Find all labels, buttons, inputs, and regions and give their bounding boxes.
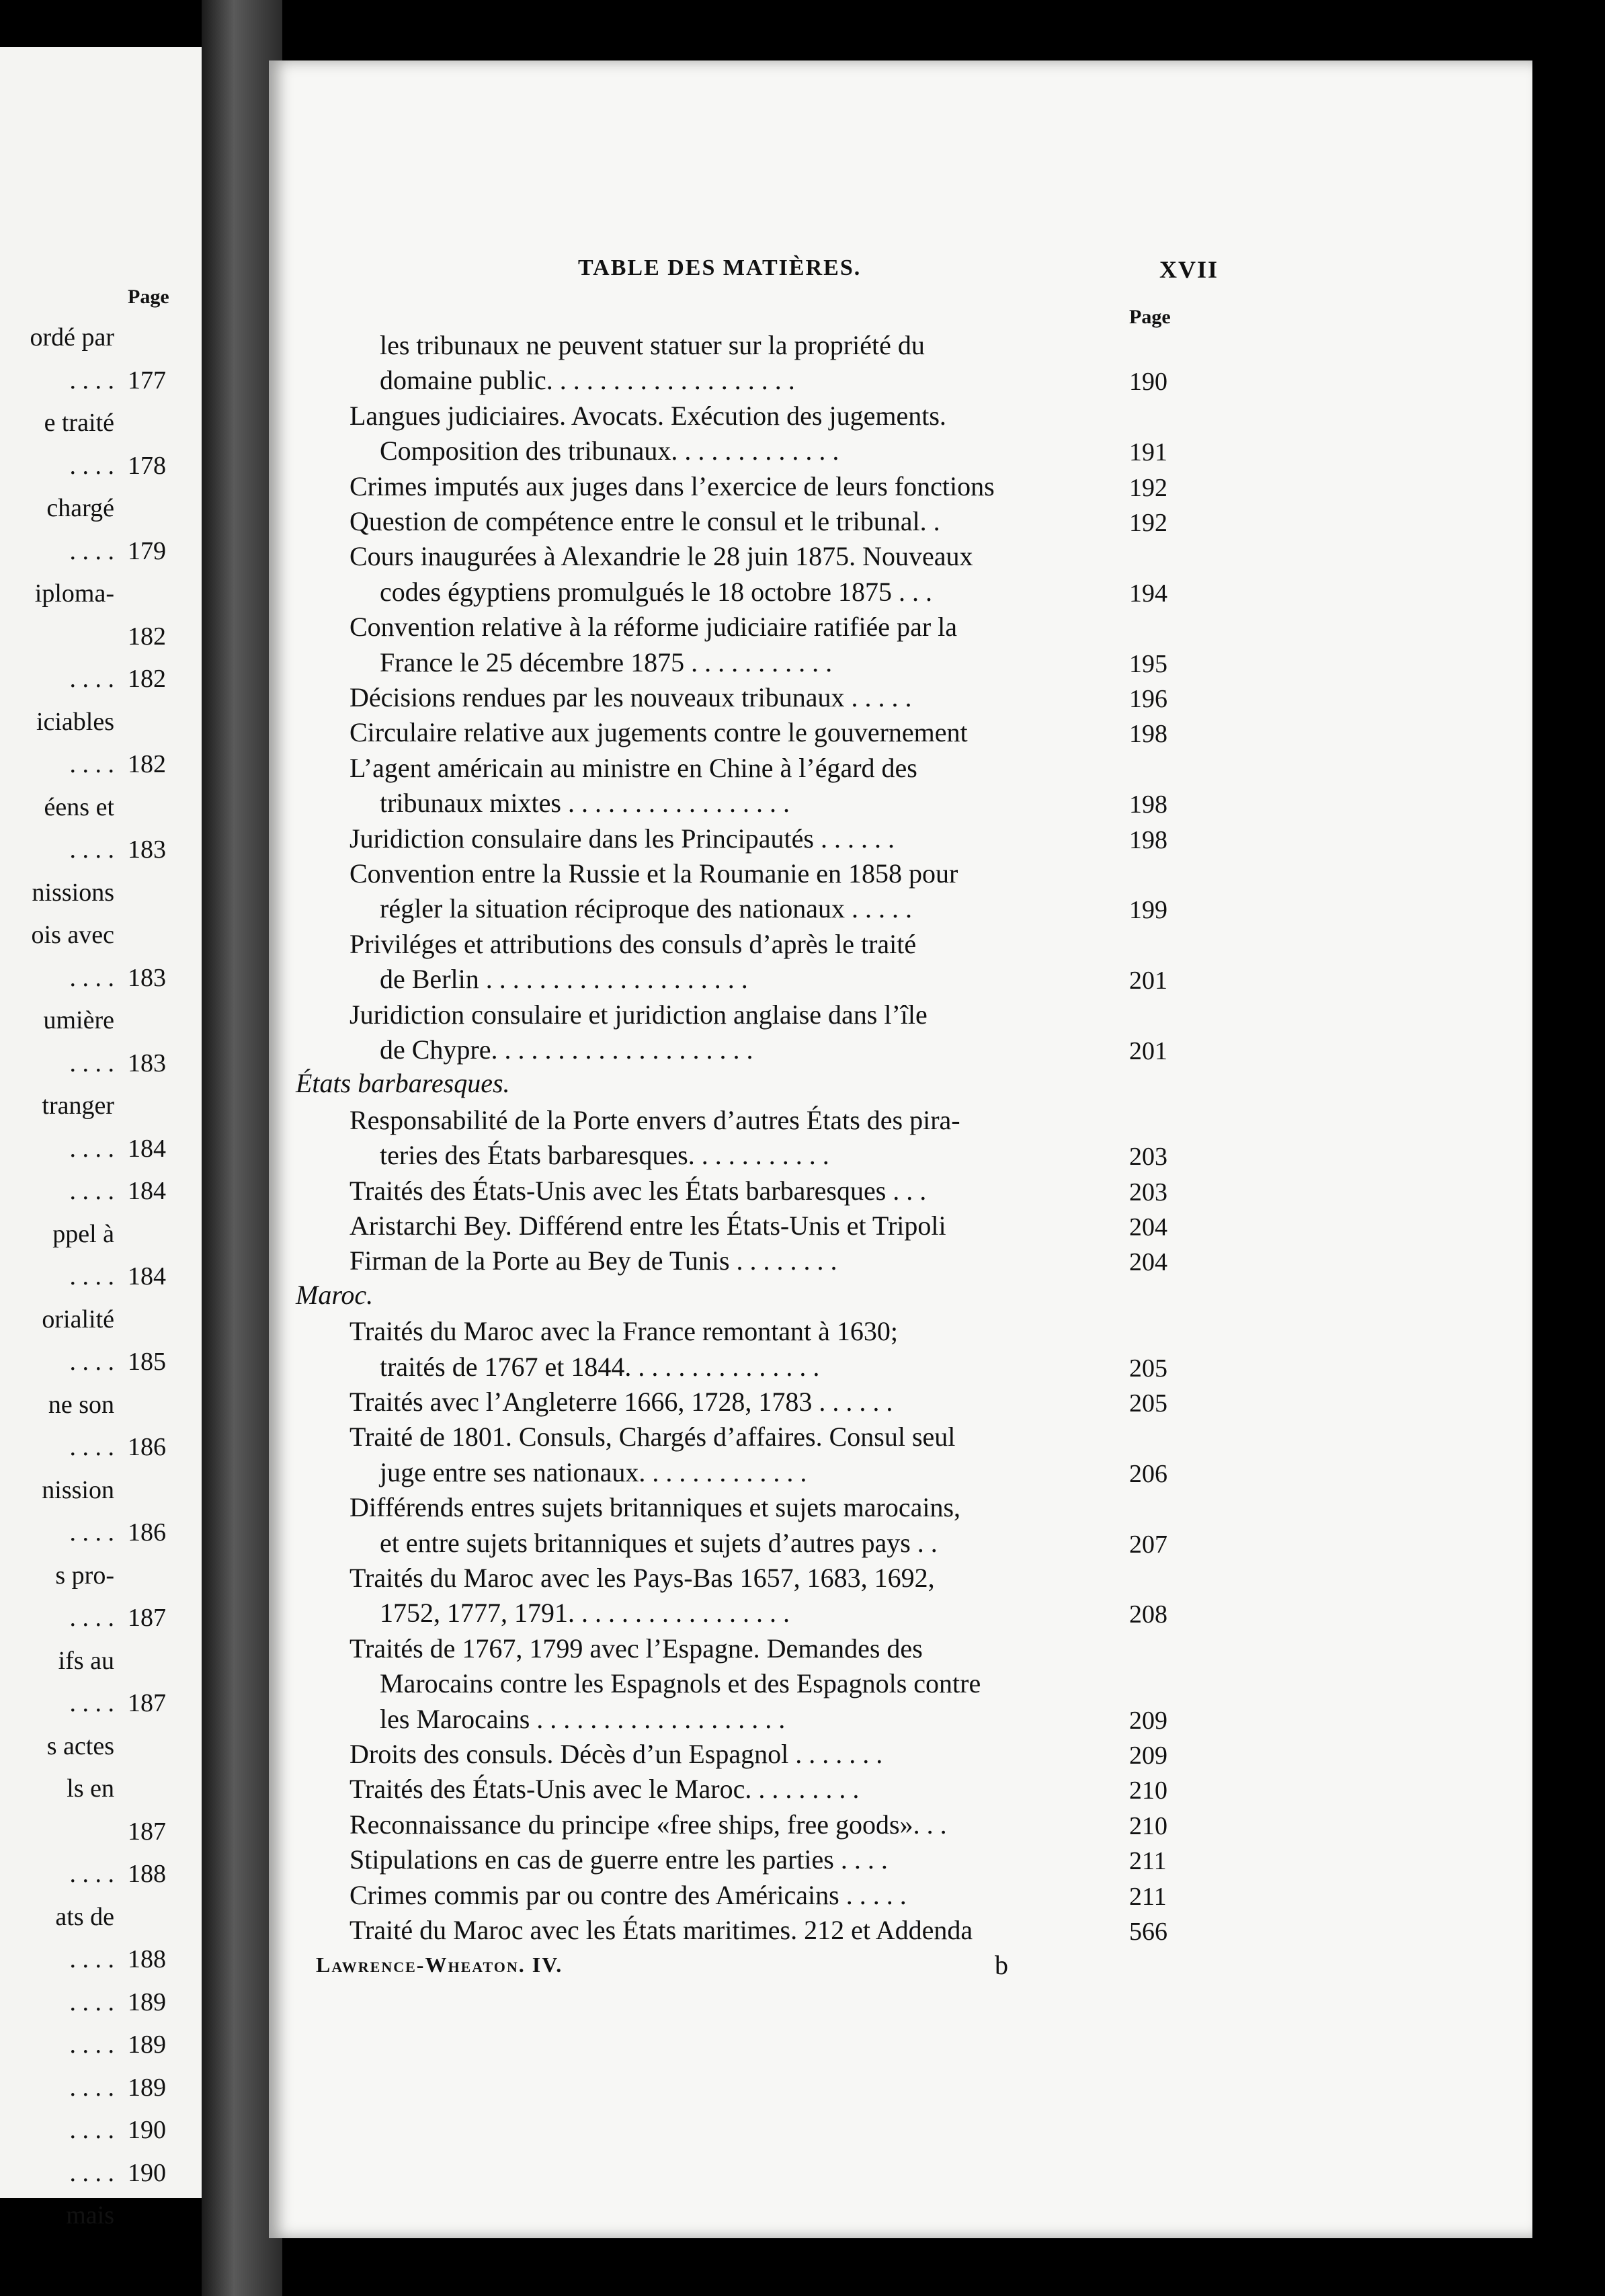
toc-page-number: 191 <box>1129 438 1167 467</box>
toc-entry: Aristarchi Bey. Différend entre les États-Unis et Tripoli <box>349 1211 946 1241</box>
left-page-number: 185 <box>128 1348 166 1376</box>
toc-entry: teries des États barbaresques. . . . . . . . . . . <box>380 1140 829 1171</box>
left-page-text: s pro- <box>55 1561 114 1590</box>
signature-mark: b <box>995 1950 1008 1980</box>
toc-page-number: 211 <box>1129 1882 1167 1911</box>
left-page-text: ats de <box>55 1902 114 1931</box>
toc-entry: Langues judiciaires. Avocats. Exécution des jugements. <box>349 400 946 431</box>
left-page-number: 183 <box>128 835 166 864</box>
left-page-number: 182 <box>128 665 166 693</box>
toc-entry: de Chypre. . . . . . . . . . . . . . . . . . . . <box>380 1034 753 1065</box>
toc-page-number: 203 <box>1129 1143 1167 1172</box>
toc-entry: les tribunaux ne peuvent statuer sur la propriété du <box>380 330 925 360</box>
toc-page-number: 209 <box>1129 1706 1167 1735</box>
toc-page-number: 203 <box>1129 1178 1167 1206</box>
left-page-text: . . . . <box>69 1518 114 1547</box>
toc-page-number: 205 <box>1129 1354 1167 1383</box>
toc-entry: Traités des États-Unis avec le Maroc. . . . . . . . . <box>349 1774 860 1805</box>
left-page-text: . . . . <box>69 536 114 565</box>
left-page-text: . . . . <box>69 835 114 864</box>
left-page-number: 190 <box>128 2158 166 2187</box>
imprint-footer: Lawrence-Wheaton. IV. <box>316 1953 563 1977</box>
toc-entry: Crimes commis par ou contre des Américains . . . . . <box>349 1879 907 1910</box>
toc-entry: Convention relative à la réforme judiciaire ratifiée par la <box>349 612 958 643</box>
toc-page-number: 204 <box>1129 1213 1167 1241</box>
toc-page-number: 190 <box>1129 368 1167 397</box>
left-page-text: . . . . <box>69 2158 114 2187</box>
toc-page-number: 198 <box>1129 825 1167 854</box>
left-page-number: 184 <box>128 1134 166 1163</box>
left-page-text: . . . . <box>69 1049 114 1077</box>
toc-entry: Stipulations en cas de guerre entre les parties . . . . <box>349 1844 888 1875</box>
section-heading: Maroc. <box>296 1279 374 1310</box>
left-page-text: iploma- <box>34 579 114 608</box>
left-page-text: . . . . <box>69 2073 114 2102</box>
left-page-fragment <box>0 47 202 2229</box>
left-page-number: 190 <box>128 2116 166 2144</box>
left-page-number: 183 <box>128 1049 166 1077</box>
left-page-text: . . . . <box>69 665 114 693</box>
left-page-text: . . . . <box>69 1433 114 1461</box>
page-folio: XVII <box>1159 256 1219 283</box>
left-page-text: mais <box>66 2201 114 2229</box>
left-page-number: 186 <box>128 1518 166 1547</box>
toc-page-number: 199 <box>1129 896 1167 925</box>
toc-page-number: 209 <box>1129 1741 1167 1770</box>
left-page-text: umière <box>43 1006 114 1034</box>
left-page-text: . . . . <box>69 2116 114 2144</box>
toc-page-number: 198 <box>1129 720 1167 749</box>
left-page-text: ne son <box>48 1390 114 1419</box>
left-page-text: nission <box>42 1475 114 1504</box>
toc-entry: juge entre ses nationaux. . . . . . . . . . . . . <box>380 1457 807 1487</box>
toc-entry: Traités du Maroc avec la France remontant à 1630; <box>349 1316 899 1347</box>
toc-entry: Convention entre la Russie et la Roumanie en 1858 pour <box>349 858 958 889</box>
toc-page-number: 201 <box>1129 967 1167 995</box>
toc-entry: Décisions rendues par les nouveaux tribunaux . . . . . <box>349 682 912 712</box>
left-page-number: 179 <box>128 536 166 565</box>
left-page-number: 187 <box>128 1817 166 1846</box>
toc-page-number: 208 <box>1129 1600 1167 1629</box>
toc-entry: Traités des États-Unis avec les États barbaresques . . . <box>349 1175 927 1206</box>
left-page-text: ppel à <box>52 1219 114 1248</box>
left-page-text: . . . . <box>69 1987 114 2016</box>
toc-entry: Traités de 1767, 1799 avec l’Espagne. Demandes des <box>349 1633 923 1664</box>
left-page-text: orialité <box>42 1305 114 1334</box>
toc-page-number: 210 <box>1129 1776 1167 1805</box>
toc-page-number: 201 <box>1129 1037 1167 1065</box>
left-page-text: nissions <box>32 878 114 907</box>
left-page-number: 186 <box>128 1433 166 1461</box>
toc-entry: codes égyptiens promulgués le 18 octobre 1875 . . . <box>380 576 933 607</box>
left-page-text: . . . . <box>69 963 114 992</box>
toc-entry: 1752, 1777, 1791. . . . . . . . . . . . . . . . . <box>380 1598 790 1629</box>
left-page-number: 177 <box>128 366 166 395</box>
toc-entry: et entre sujets britanniques et sujets d’autres pays . . <box>380 1527 938 1558</box>
page-column-label: Page <box>1129 306 1171 328</box>
left-page-text: . . . . <box>69 366 114 395</box>
toc-entry: Traité du Maroc avec les États maritimes. 212 et Addenda <box>349 1915 973 1945</box>
left-page-label: Page <box>128 286 169 308</box>
toc-page-number: 211 <box>1129 1847 1167 1876</box>
left-page-text: s actes <box>46 1731 114 1760</box>
left-page-text: . . . . <box>69 1348 114 1376</box>
left-page-number: 182 <box>128 750 166 778</box>
left-page-text: ordé par <box>30 323 114 352</box>
left-page-number: 184 <box>128 1262 166 1290</box>
left-page-text: ifs au <box>58 1646 114 1675</box>
toc-entry: Marocains contre les Espagnols et des Espagnols contre <box>380 1668 981 1699</box>
toc-entry: Traités du Maroc avec les Pays-Bas 1657, 1683, 1692, <box>349 1563 935 1593</box>
toc-entry: Reconnaissance du principe «free ships, free goods». . . <box>349 1809 947 1840</box>
left-page-number: 187 <box>128 1689 166 1717</box>
left-page-text: ls en <box>67 1774 114 1803</box>
toc-entry: Circulaire relative aux jugements contre le gouvernement <box>349 717 968 748</box>
left-page-number: 183 <box>128 963 166 992</box>
toc-entry: Cours inaugurées à Alexandrie le 28 juin 1875. Nouveaux <box>349 541 973 572</box>
toc-entry: L’agent américain au ministre en Chine à l’égard des <box>349 752 917 783</box>
toc-entry: Traité de 1801. Consuls, Chargés d’affaires. Consul seul <box>349 1422 956 1452</box>
toc-page-number: 205 <box>1129 1389 1167 1418</box>
left-page-text: . . . . <box>69 1134 114 1163</box>
toc-entry: Droits des consuls. Décès d’un Espagnol . . . . . . . <box>349 1739 883 1769</box>
toc-entry: France le 25 décembre 1875 . . . . . . . . . . . <box>380 647 833 678</box>
toc-entry: Responsabilité de la Porte envers d’autres États des pira- <box>349 1104 960 1135</box>
toc-entry: Composition des tribunaux. . . . . . . . . . . . . <box>380 436 839 466</box>
toc-page-number: 210 <box>1129 1811 1167 1840</box>
toc-entry: Question de compétence entre le consul et le tribunal. . <box>349 506 940 536</box>
toc-entry: de Berlin . . . . . . . . . . . . . . . . . . . . <box>380 964 748 995</box>
left-page-text: . . . . <box>69 1262 114 1290</box>
toc-entry: Crimes imputés aux juges dans l’exercice de leurs fonctions <box>349 470 995 501</box>
toc-entry: Priviléges et attributions des consuls d’après le traité <box>349 928 917 959</box>
left-page-text: . . . . <box>69 1860 114 1888</box>
left-page-number: 188 <box>128 1860 166 1888</box>
toc-entry: traités de 1767 et 1844. . . . . . . . . . . . . . . <box>380 1351 820 1382</box>
toc-page-number: 195 <box>1129 649 1167 678</box>
left-page-number: 187 <box>128 1604 166 1632</box>
toc-page-number: 204 <box>1129 1248 1167 1277</box>
toc-entry: Juridiction consulaire dans les Principautés . . . . . . <box>349 823 895 854</box>
left-page-text: . . . . <box>69 1604 114 1632</box>
toc-entry: les Marocains . . . . . . . . . . . . . . . . . . . <box>380 1703 786 1734</box>
toc-page-number: 206 <box>1129 1459 1167 1488</box>
left-page-text: . . . . <box>69 1945 114 1973</box>
left-page-text: . . . . <box>69 1177 114 1205</box>
toc-page-number: 198 <box>1129 790 1167 819</box>
left-page-text: chargé <box>46 494 114 522</box>
toc-page-number: 192 <box>1129 473 1167 502</box>
toc-page-number: 194 <box>1129 579 1167 608</box>
left-page-number: 184 <box>128 1177 166 1205</box>
left-page-text: tranger <box>42 1092 114 1120</box>
left-page-text: ois avec <box>31 921 114 949</box>
left-page-number: 188 <box>128 1945 166 1973</box>
toc-entry: Juridiction consulaire et juridiction anglaise dans l’île <box>349 999 928 1030</box>
left-page-number: 178 <box>128 451 166 480</box>
toc-entry: régler la situation réciproque des nationaux . . . . . <box>380 893 912 924</box>
toc-page-number: 196 <box>1129 685 1167 713</box>
left-page-text: iciables <box>36 707 114 736</box>
toc-page-number: 192 <box>1129 509 1167 537</box>
left-page-text: . . . . <box>69 451 114 480</box>
toc-page-number: 566 <box>1129 1918 1167 1946</box>
left-page-text: éens et <box>44 792 114 821</box>
toc-entry: Différends entres sujets britanniques et sujets marocains, <box>349 1492 961 1523</box>
section-heading: États barbaresques. <box>296 1068 510 1099</box>
running-head-title: TABLE DES MATIÈRES. <box>578 255 862 280</box>
left-page-text: . . . . <box>69 2031 114 2059</box>
left-page-number: 182 <box>128 622 166 651</box>
toc-entry: tribunaux mixtes . . . . . . . . . . . . . . . . . <box>380 788 790 819</box>
left-page-number: 189 <box>128 2073 166 2102</box>
left-page-number: 189 <box>128 1987 166 2016</box>
toc-page-number: 207 <box>1129 1530 1167 1559</box>
toc-entry: domaine public. . . . . . . . . . . . . . . . . . . <box>380 365 795 396</box>
left-page-text: . . . . <box>69 1689 114 1717</box>
left-page-text: . . . . <box>69 750 114 778</box>
toc-entry: Firman de la Porte au Bey de Tunis . . . . . . . . <box>349 1245 837 1276</box>
left-page-number: 189 <box>128 2031 166 2059</box>
toc-entry: Traités avec l’Angleterre 1666, 1728, 1783 . . . . . . <box>349 1387 893 1417</box>
left-page-text: e traité <box>44 409 114 437</box>
